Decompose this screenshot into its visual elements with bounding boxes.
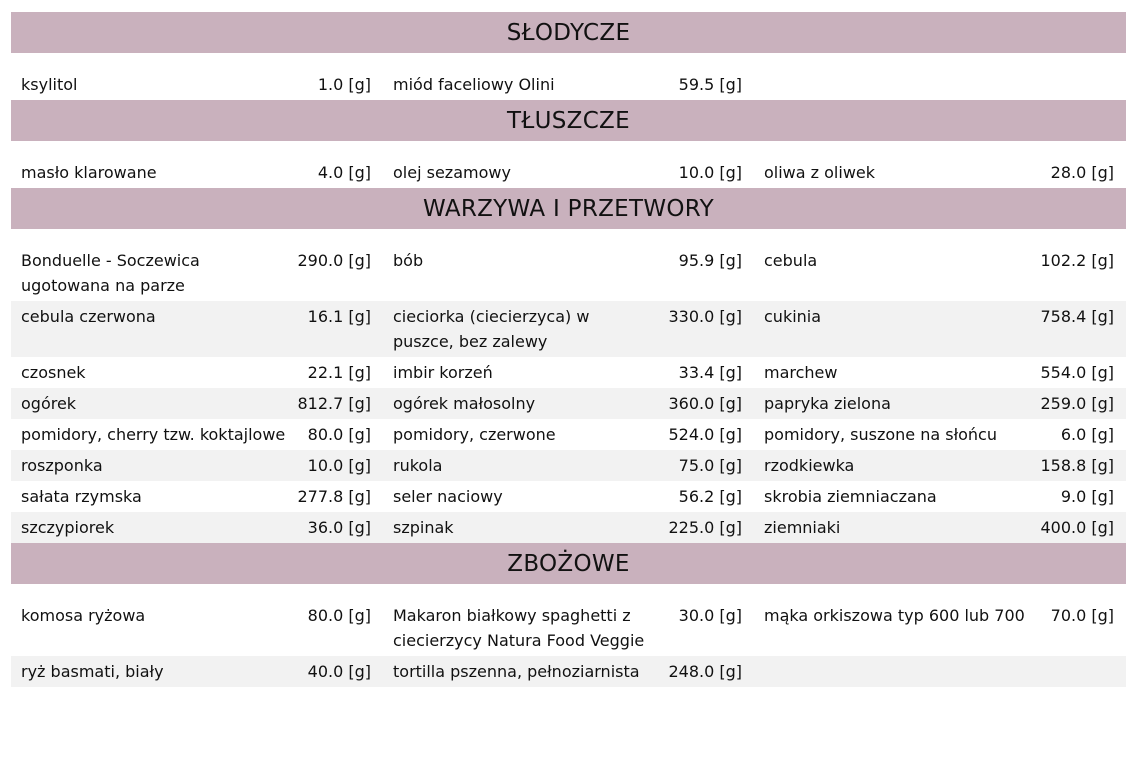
product-name: cieciorka (ciecierzyca) w puszce, bez zalewy	[393, 307, 590, 351]
section-spacer	[11, 229, 1126, 245]
product-name: masło klarowane	[21, 163, 157, 182]
product-name: sałata rzymska	[21, 487, 142, 506]
product-name: Bonduelle - Soczewica ugotowana na parze	[21, 251, 200, 295]
product-amount: 70.0 [g]	[1050, 606, 1114, 625]
product-name: oliwa z oliwek	[764, 163, 876, 182]
product-item	[754, 245, 1126, 301]
product-row	[11, 419, 1126, 450]
product-amount: 277.8 [g]	[297, 487, 371, 506]
product-name: pomidory, czerwone	[393, 425, 556, 444]
product-amount: 225.0 [g]	[668, 518, 742, 537]
product-amount: 30.0 [g]	[678, 606, 742, 625]
section-spacer	[11, 584, 1126, 600]
product-item	[754, 600, 1126, 656]
product-item	[754, 512, 1126, 543]
shopping-list	[11, 12, 1126, 687]
product-row	[11, 157, 1126, 188]
product-item	[383, 157, 754, 188]
product-amount: 28.0 [g]	[1050, 163, 1114, 182]
product-name: rzodkiewka	[764, 456, 855, 475]
product-item	[754, 301, 1126, 357]
product-amount: 40.0 [g]	[307, 662, 371, 681]
product-amount: 360.0 [g]	[668, 394, 742, 413]
product-name: miód faceliowy Olini	[393, 75, 555, 94]
product-row	[11, 600, 1126, 656]
product-item	[11, 69, 383, 100]
product-row	[11, 357, 1126, 388]
product-amount: 10.0 [g]	[307, 456, 371, 475]
product-name: papryka zielona	[764, 394, 891, 413]
product-row	[11, 388, 1126, 419]
section-spacer	[11, 53, 1126, 69]
product-amount: 4.0 [g]	[317, 163, 371, 182]
product-amount: 758.4 [g]	[1040, 307, 1114, 326]
product-row	[11, 301, 1126, 357]
product-item	[754, 481, 1126, 512]
product-amount: 158.8 [g]	[1040, 456, 1114, 475]
product-item	[383, 357, 754, 388]
category-section	[11, 188, 1126, 543]
category-section	[11, 100, 1126, 188]
product-name: ryż basmati, biały	[21, 662, 164, 681]
product-name: tortilla pszenna, pełnoziarnista	[393, 662, 640, 681]
product-name: marchew	[764, 363, 838, 382]
category-header: SŁODYCZE	[11, 12, 1126, 53]
product-amount: 33.4 [g]	[678, 363, 742, 382]
product-row	[11, 512, 1126, 543]
product-name: szpinak	[393, 518, 454, 537]
product-amount: 9.0 [g]	[1060, 487, 1114, 506]
product-amount: 524.0 [g]	[668, 425, 742, 444]
product-amount: 102.2 [g]	[1040, 251, 1114, 270]
product-amount: 80.0 [g]	[307, 606, 371, 625]
product-item	[754, 450, 1126, 481]
product-item	[383, 245, 754, 301]
product-name: pomidory, suszone na słońcu	[764, 425, 997, 444]
product-item	[754, 388, 1126, 419]
product-name: ogórek	[21, 394, 77, 413]
product-amount: 554.0 [g]	[1040, 363, 1114, 382]
category-section	[11, 543, 1126, 687]
product-name: rukola	[393, 456, 443, 475]
product-name: komosa ryżowa	[21, 606, 146, 625]
product-item	[11, 512, 383, 543]
product-amount: 22.1 [g]	[307, 363, 371, 382]
product-item	[383, 388, 754, 419]
product-item	[754, 157, 1126, 188]
product-amount: 330.0 [g]	[668, 307, 742, 326]
product-name: cebula czerwona	[21, 307, 156, 326]
product-name: ziemniaki	[764, 518, 841, 537]
product-amount: 1.0 [g]	[317, 75, 371, 94]
product-row	[11, 245, 1126, 301]
product-item	[383, 656, 754, 687]
product-amount: 80.0 [g]	[307, 425, 371, 444]
product-item	[11, 157, 383, 188]
product-item	[754, 69, 1126, 100]
product-row	[11, 481, 1126, 512]
product-item	[11, 600, 383, 656]
category-header: TŁUSZCZE	[11, 100, 1126, 141]
product-name: olej sezamowy	[393, 163, 511, 182]
product-name: roszponka	[21, 456, 103, 475]
product-row	[11, 450, 1126, 481]
product-item	[383, 512, 754, 543]
product-amount: 59.5 [g]	[678, 75, 742, 94]
category-section	[11, 12, 1126, 100]
product-amount: 400.0 [g]	[1040, 518, 1114, 537]
product-amount: 812.7 [g]	[297, 394, 371, 413]
category-header: WARZYWA I PRZETWORY	[11, 188, 1126, 229]
product-amount: 259.0 [g]	[1040, 394, 1114, 413]
product-amount: 36.0 [g]	[307, 518, 371, 537]
product-amount: 10.0 [g]	[678, 163, 742, 182]
product-name: ksylitol	[21, 75, 78, 94]
product-item	[11, 656, 383, 687]
product-amount: 6.0 [g]	[1060, 425, 1114, 444]
product-item	[11, 388, 383, 419]
product-item	[11, 419, 383, 450]
product-name: cebula	[764, 251, 818, 270]
product-item	[11, 450, 383, 481]
product-item	[383, 301, 754, 357]
product-item	[383, 481, 754, 512]
product-item	[754, 357, 1126, 388]
product-item	[383, 419, 754, 450]
product-row	[11, 656, 1126, 687]
product-name: mąka orkiszowa typ 600 lub 700	[764, 606, 1025, 625]
product-name: czosnek	[21, 363, 86, 382]
product-amount: 16.1 [g]	[307, 307, 371, 326]
product-name: skrobia ziemniaczana	[764, 487, 937, 506]
product-item	[11, 357, 383, 388]
product-amount: 290.0 [g]	[297, 251, 371, 270]
product-item	[383, 69, 754, 100]
product-item	[754, 419, 1126, 450]
category-header: ZBOŻOWE	[11, 543, 1126, 584]
product-name: cukinia	[764, 307, 822, 326]
product-item	[11, 245, 383, 301]
product-item	[754, 656, 1126, 687]
product-name: imbir korzeń	[393, 363, 493, 382]
product-amount: 95.9 [g]	[678, 251, 742, 270]
product-name: ogórek małosolny	[393, 394, 536, 413]
product-item	[11, 301, 383, 357]
product-item	[383, 600, 754, 656]
product-item	[11, 481, 383, 512]
product-name: Makaron białkowy spaghetti z ciecierzycy Natura Food Veggie	[393, 606, 645, 650]
product-name: pomidory, cherry tzw. koktajlowe	[21, 425, 286, 444]
product-name: seler naciowy	[393, 487, 503, 506]
product-amount: 56.2 [g]	[678, 487, 742, 506]
section-spacer	[11, 141, 1126, 157]
product-amount: 248.0 [g]	[668, 662, 742, 681]
product-item	[383, 450, 754, 481]
product-name: bób	[393, 251, 424, 270]
product-name: szczypiorek	[21, 518, 115, 537]
product-row	[11, 69, 1126, 100]
product-amount: 75.0 [g]	[678, 456, 742, 475]
